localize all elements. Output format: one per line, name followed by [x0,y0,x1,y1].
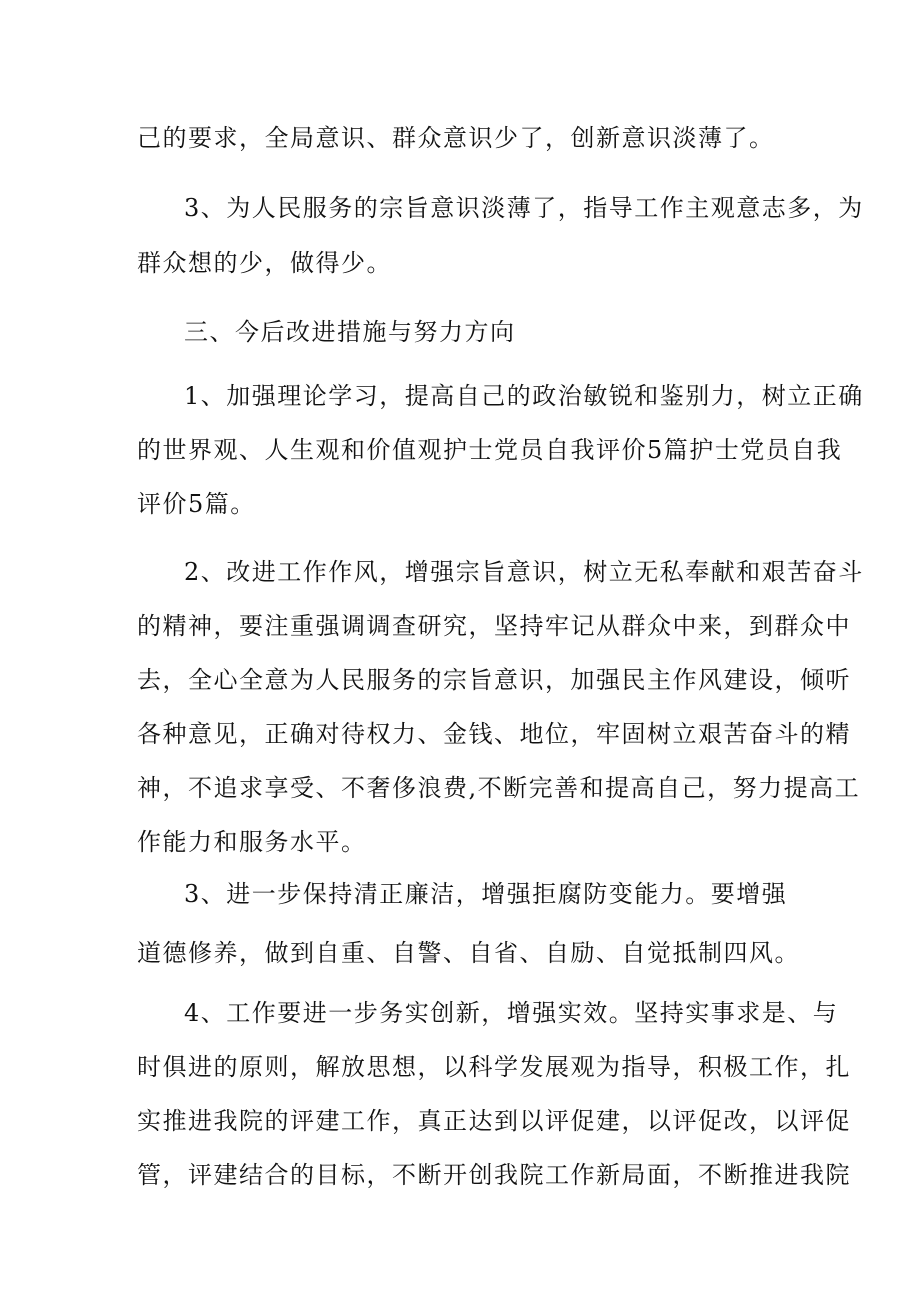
text-line: 3、为人民服务的宗旨意识淡薄了，指导工作主观意志多，为 [184,194,864,222]
text-line: 神，不追求享受、不奢侈浪费,不断完善和提高自己，努力提高工 [137,774,861,802]
text-line: 管，评建结合的目标，不断开创我院工作新局面，不断推进我院 [137,1161,851,1189]
text-line: 实推进我院的评建工作，真正达到以评促建，以评促改，以评促 [137,1107,851,1135]
text-line: 作能力和服务水平。 [137,828,367,856]
text-line: 己的要求，全局意识、群众意识少了，创新意识淡薄了。 [137,124,775,152]
text-line: 1、加强理论学习，提高自己的政治敏锐和鉴别力，树立正确 [184,382,864,410]
text-line: 的精神，要注重强调调查研究，坚持牢记从群众中来，到群众中 [137,612,851,640]
text-line: 2、改进工作作风，增强宗旨意识，树立无私奉献和艰苦奋斗 [184,558,864,586]
text-line: 的世界观、人生观和价值观护士党员自我评价5篇护士党员自我 [137,436,843,464]
text-line: 各种意见，正确对待权力、金钱、地位，牢固树立艰苦奋斗的精 [137,720,851,748]
text-line: 群众想的少，做得少。 [137,249,392,277]
text-line: 4、工作要进一步务实创新，增强实效。坚持实事求是、与 [184,999,839,1027]
text-line: 道德修养，做到自重、自警、自省、自励、自觉抵制四风。 [137,939,800,967]
section-heading: 三、今后改进措施与努力方向 [184,318,516,346]
text-line: 时俱进的原则，解放思想，以科学发展观为指导，积极工作，扎 [137,1053,851,1081]
text-line: 评价5篇。 [137,490,256,518]
text-line: 去，全心全意为人民服务的宗旨意识，加强民主作风建设，倾听 [137,666,851,694]
text-line: 3、进一步保持清正廉洁，增强拒腐防变能力。要增强 [184,880,788,908]
